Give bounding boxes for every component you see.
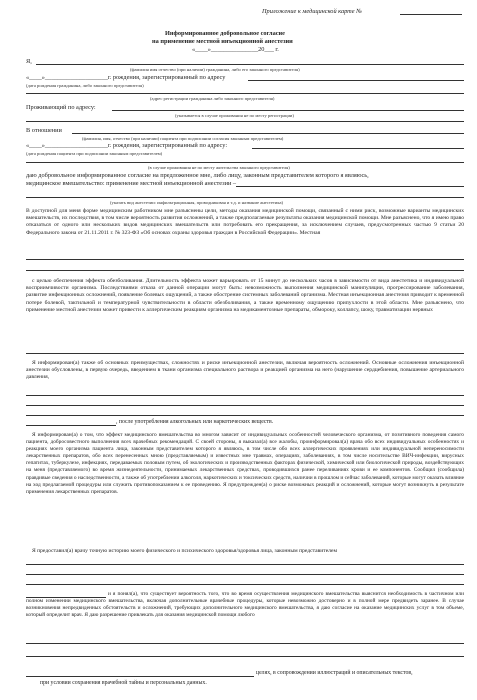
patient-birth-caption: (дата рождения пациента при подписании законным представителем): [26, 151, 163, 156]
living-address-field[interactable]: [112, 110, 464, 111]
relation-label: В отношении: [26, 127, 62, 134]
living-address-field-2[interactable]: [26, 121, 464, 122]
anesthesia-field-2[interactable]: [26, 197, 464, 198]
appendix-label: Приложение к медицинской карте №: [262, 8, 363, 15]
blank-line-5[interactable]: [26, 405, 464, 406]
living-label: Проживающий по адресу:: [26, 104, 96, 111]
paragraph-confidentiality: при условии сохранения врачебной тайны и персональных данных.: [40, 680, 207, 686]
paragraph-illustrations: целях, в сопровождении иллюстраций и описательных текстов,: [256, 670, 413, 676]
consent-line-1: даю добровольное информированное согласие на предложенное мне, либо лицу, законным представителем которого я являюсь,: [26, 172, 369, 179]
blank-line-14[interactable]: [26, 676, 254, 677]
form-date: «____»_______________20___ г.: [192, 46, 279, 53]
blank-line-8[interactable]: [26, 564, 464, 565]
consent-line-2: медицинское вмешательство: применение местной инъекционной анестезии –: [26, 180, 237, 187]
blank-line-4[interactable]: [26, 395, 464, 396]
fio-field[interactable]: [36, 64, 464, 65]
patient-registration-field-2[interactable]: [26, 162, 464, 163]
blank-line-12[interactable]: [26, 643, 464, 644]
patient-fio-field[interactable]: [72, 133, 464, 134]
patient-birth-line: «____»____________________г. рождения, зарегистрированный по адресу:: [26, 142, 228, 149]
blank-line-3[interactable]: [26, 353, 464, 354]
birth-line: «____»____________________г. рождения, зарегистрированный по адресу: [26, 74, 226, 81]
blank-line-1[interactable]: [26, 259, 464, 260]
form-title-line2: на применение местной инъекционной анестезии: [152, 38, 293, 45]
paragraph-explanation: В доступной для меня форме медицинским работником мне разъяснены цели, методы оказания медицинской помощи, связанный с ними риск, возможные варианты медицинских вмешательств, их последствия, в том числе вероятность развития осложнений, а также предполагаемые результаты оказания медицинской помощи. Мне разъяснено, что я имею право отказаться от одного или нескольких видов медицинских вмешательств или потребовать его прекращения, за исключением случаев, предусмотренных частью 9 статьи 20 Федерального закона от 21.11.2011 г. № 323-ФЗ «Об основах охраны здоровья граждан в Российской Федерации». Местная: [26, 208, 464, 236]
blank-line-6[interactable]: [26, 415, 464, 416]
patient-registration-field[interactable]: [252, 148, 464, 149]
birth-caption: (дата рождения гражданина, либо законного представителя): [26, 83, 144, 88]
registration-caption: (адрес регистрации гражданина либо законного представителя): [150, 96, 275, 101]
patient-registration-caption: (в случае проживания не по месту жительства законного представителя): [148, 165, 290, 170]
paragraph-risks: Я информирован(а) также об основных преимуществах, сложностях и риске инъекционной анестезии, включая вероятность осложнений. Основные осложнения инъекционной анестезии обусловлены, в первую очередь, введением в ткани организма специального раствора и реакцией организма на него (нарушение сердцебиения, повышение артериального давления,: [26, 360, 464, 381]
form-title-line1: Информированное добровольное согласие: [165, 30, 285, 37]
blank-line-7[interactable]: [26, 425, 116, 426]
patient-caption: (фамилия, имя, отчество (при наличии) пациента при подписании согласия законным представителем): [82, 136, 284, 141]
blank-line-13[interactable]: [26, 656, 464, 657]
paragraph-informed: Я информирован(а) о том, что эффект медицинского вмешательства во многом зависит от индивидуальных особенностей человеческого организма, от позитивного поведения самого пациента, добросовестного выполнения всех врачебных рекомендаций. С своей стороны, я выказал(а) все жалобы, проинформировал(а) врача обо всех индивидуальных особенностях и реакциях моего организма пациента лица, законным представителем которого я являюсь, в том числе обо всех аллергических проявлениях или индивидуальной непереносимости лекарственных препаратов, обо всех перенесенных мною (представляемым) и известных мне травмах, операциях, заболеваниях, в том числе носительстве ВИЧ-инфекции, вирусных гепатитах, туберкулезе, инфекциях, передаваемых половым путем, об экологических и производственных факторах физической, химической или биологической природы, воздействующих на меня (представляемого) во время жизнедеятельности, принимаемых лекарственных средствах, проводившихся ранее переливаниях крови и ее компонентов. Сообщил (сообщила) правдивые сведения о наследственности, а также об употреблении алкоголя, наркотических и токсических средств, наличии в прошлом и сейчас заболеваний, которые могут оказать влияние на ход предлагаемой процедуры или служить противопоказанием к ее проведению. Я предупрежден(а) о риске возможных реакций и осложнений, которые могут возникнуть в результате применения лекарственных препаратов.: [26, 432, 464, 495]
living-caption: (указывается в случае проживания не по месту регистрации): [175, 113, 294, 118]
anesthesia-field-1[interactable]: [236, 186, 464, 187]
blank-line-2[interactable]: [26, 270, 464, 271]
anesthesia-caption: (указать вид анестезии: инфильтрационная, проводниковая и т.д. и название анестетика): [110, 200, 284, 205]
paragraph-effects: с целью обеспечения эффекта обезболивания. Длительность эффекта может варьировать от 15 минут до нескольких часов в зависимости от вида анестетика и индивидуальной восприимчивости организма. Последствиями отказа от данной операции могут быть: невозможность выполнения медицинской манипуляции, прогрессирование заболевания, развитие инфекционных осложнений, появление болевых ощущений, а также обострение системных заболеваний организма. Местная инъекционная анестезия приводит к временной потере болевой, тактильной и температурной чувствительности в области обезболивания, а также временному ощущению припухлости в этой области. Мне разъяснено, что применение местной анестезии может привести к аллергическим реакциям организма на медикаментозные препараты, обмороку, коллапсу, шоку, травматизации нервных: [26, 278, 464, 313]
paragraph-alcohol: , после употребления алкогольных или наркотических веществ.: [116, 419, 274, 425]
paragraph-history: Я предоставил(а) врачу точную историю моего физического и психического здоровья/здоровья лица, законным представителем: [32, 548, 337, 554]
ya-label: Я,: [26, 58, 32, 65]
fio-caption: (фамилия имя отчество (при наличии) гражданина, либо его законного представителя): [130, 67, 300, 72]
blank-line-9[interactable]: [26, 574, 464, 575]
registration-field-2[interactable]: [26, 93, 464, 94]
blank-line-10[interactable]: [26, 584, 464, 585]
appendix-number-field[interactable]: [400, 14, 462, 15]
paragraph-changes: и я понял(а), что существует вероятность того, что во время осуществления медицинского вмешательства выяснится необходимость в частичном или полном изменении медицинского вмешательства, включая дополнительные врачебные процедуры, которые невозможно достоверно и в полной мере предвидеть заранее. В случае возникновения непредвиденных обстоятельств и осложнений, требующих дополнительного медицинского вмешательства, я даю согласие на оказание медицинских услуг в том объеме, который определит врач. Я даю разрешение привлекать для оказания медицинской помощи любого: [26, 591, 464, 619]
registration-field-1[interactable]: [248, 80, 464, 81]
